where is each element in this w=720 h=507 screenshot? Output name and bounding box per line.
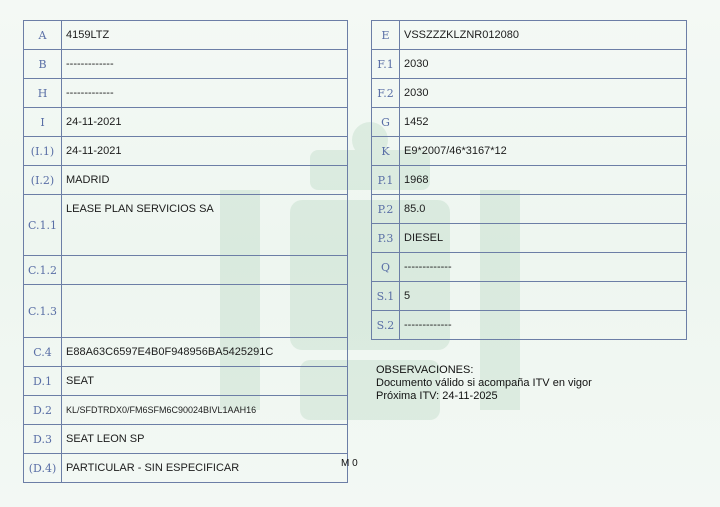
field-value-c12 (62, 256, 348, 285)
field-row-p1 (372, 166, 687, 195)
field-label-q: Q (372, 253, 400, 282)
field-label-d4: (D.4) (24, 454, 62, 483)
field-label-p2: P.2 (372, 195, 400, 224)
field-row-h (24, 79, 348, 108)
right-fields-table (371, 20, 687, 340)
observations-line-2: Próxima ITV: 24-11-2025 (376, 390, 498, 402)
field-label-c12: C.1.2 (24, 256, 62, 285)
field-row-k (372, 137, 687, 166)
field-row-s1 (372, 282, 687, 311)
field-row-f2 (372, 79, 687, 108)
left-fields-table (23, 20, 348, 483)
field-row-g (372, 108, 687, 137)
field-value-c4: E88A63C6597E4B0F948956BA5425291C (62, 338, 348, 367)
field-label-d1: D.1 (24, 367, 62, 396)
field-row-c13 (24, 285, 348, 338)
field-value-k: E9*2007/46*3167*12 (400, 137, 687, 166)
field-label-i: I (24, 108, 62, 137)
field-row-p3 (372, 224, 687, 253)
field-row-d2 (24, 396, 348, 425)
field-label-p3: P.3 (372, 224, 400, 253)
field-value-i2: MADRID (62, 166, 348, 195)
field-value-i1: 24-11-2021 (62, 137, 348, 166)
field-label-b: B (24, 50, 62, 79)
field-value-b: ------------- (62, 50, 348, 79)
field-value-f2: 2030 (400, 79, 687, 108)
field-value-h: ------------- (62, 79, 348, 108)
field-value-c11: LEASE PLAN SERVICIOS SA (62, 195, 348, 256)
field-label-c13: C.1.3 (24, 285, 62, 338)
field-label-p1: P.1 (372, 166, 400, 195)
field-label-c4: C.4 (24, 338, 62, 367)
field-row-c11 (24, 195, 348, 256)
field-value-p2: 85.0 (400, 195, 687, 224)
field-label-f1: F.1 (372, 50, 400, 79)
field-row-q (372, 253, 687, 282)
field-row-d4 (24, 454, 348, 483)
field-row-i2 (24, 166, 348, 195)
field-row-s2 (372, 311, 687, 340)
field-value-e: VSSZZZKLZNR012080 (400, 21, 687, 50)
field-label-d2: D.2 (24, 396, 62, 425)
field-value-d1: SEAT (62, 367, 348, 396)
field-row-i1 (24, 137, 348, 166)
field-label-g: G (372, 108, 400, 137)
field-value-d3: SEAT LEON SP (62, 425, 348, 454)
field-row-i (24, 108, 348, 137)
field-row-d3 (24, 425, 348, 454)
field-label-s2: S.2 (372, 311, 400, 340)
field-label-a: A (24, 21, 62, 50)
observations-heading: OBSERVACIONES: (376, 364, 474, 376)
field-value-d2: KL/SFDTRDX0/FM6SFM6C90024BIVL1AAH16 (62, 396, 348, 425)
field-label-c11: C.1.1 (24, 195, 62, 256)
field-value-q: ------------- (400, 253, 687, 282)
field-row-a (24, 21, 348, 50)
field-label-f2: F.2 (372, 79, 400, 108)
field-row-c12 (24, 256, 348, 285)
field-row-c4 (24, 338, 348, 367)
mark-text: M 0 (341, 458, 358, 469)
field-label-i1: (I.1) (24, 137, 62, 166)
field-label-e: E (372, 21, 400, 50)
field-row-p2 (372, 195, 687, 224)
field-row-b (24, 50, 348, 79)
field-value-p3: DIESEL (400, 224, 687, 253)
field-label-k: K (372, 137, 400, 166)
field-value-f1: 2030 (400, 50, 687, 79)
observations-line-1: Documento válido si acompaña ITV en vigor (376, 377, 592, 389)
observations-block (376, 364, 592, 403)
field-value-i: 24-11-2021 (62, 108, 348, 137)
field-row-f1 (372, 50, 687, 79)
field-value-c13 (62, 285, 348, 338)
field-row-d1 (24, 367, 348, 396)
field-value-g: 1452 (400, 108, 687, 137)
field-row-e (372, 21, 687, 50)
field-label-s1: S.1 (372, 282, 400, 311)
field-label-h: H (24, 79, 62, 108)
field-value-d4: PARTICULAR - SIN ESPECIFICAR (62, 454, 348, 483)
field-value-s2: ------------- (400, 311, 687, 340)
field-value-p1: 1968 (400, 166, 687, 195)
field-label-d3: D.3 (24, 425, 62, 454)
field-value-a: 4159LTZ (62, 21, 348, 50)
field-label-i2: (I.2) (24, 166, 62, 195)
field-value-s1: 5 (400, 282, 687, 311)
